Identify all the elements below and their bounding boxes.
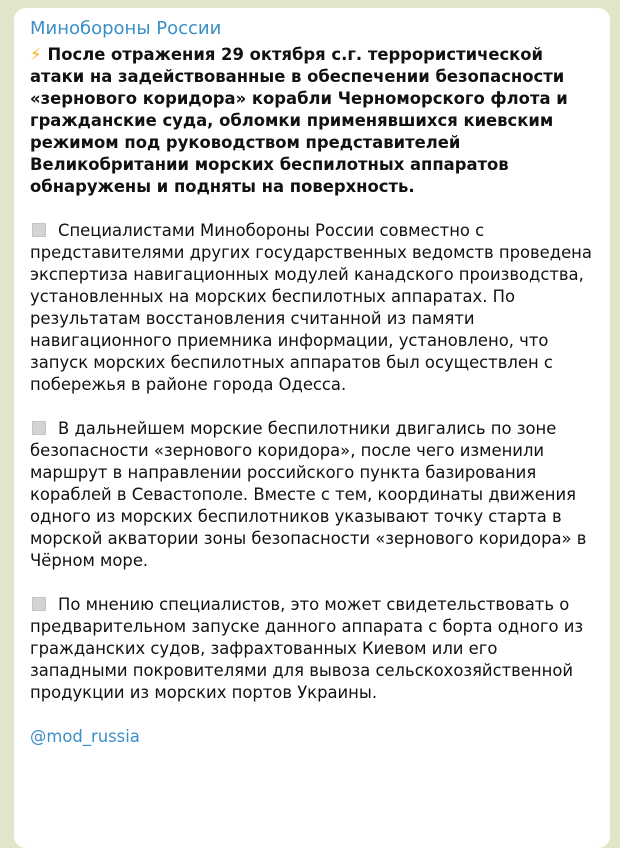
white-square-icon — [32, 421, 46, 435]
message-bubble — [14, 8, 610, 848]
lightning-icon: ⚡ — [30, 45, 42, 64]
paragraph-opinion — [30, 594, 598, 704]
paragraph-expertise-text: Специалистами Минобороны России совместно с представителями других государственных ведомств проведена экспертиза навигационных модулей канадского производства, установленных на морских беспилотных аппаратах. По результатам восстановления считанной из памяти навигационного приемника информации, установлено, что запуск морских беспилотных аппаратов был осуществлен с побережья в районе города Одесса. — [30, 221, 592, 394]
paragraph-intro — [30, 44, 598, 198]
signature-link[interactable]: @mod_russia — [30, 727, 140, 746]
white-square-icon — [32, 597, 46, 611]
channel-name-link[interactable]: Минобороны России — [30, 18, 222, 39]
message-text — [30, 44, 598, 748]
paragraph-expertise — [30, 220, 598, 396]
paragraph-opinion-text: По мнению специалистов, это может свидетельствовать о предварительном запуске данного аппарата с борта одного из гражданских судов, зафрахтованных Киевом или его западными покровителями для вывоза сельскохозяйственной продукции из морских портов Украины. — [30, 595, 584, 702]
white-square-icon — [32, 223, 46, 237]
paragraph-route — [30, 418, 598, 572]
paragraph-route-text: В дальнейшем морские беспилотники двигались по зоне безопасности «зернового коридора», после чего изменили маршрут в направлении российского пункта базирования кораблей в Севастополе. Вместе с тем, координаты движения одного из морских беспилотников указывают точку старта в морской акватории зоны безопасности «зернового коридора» в Чёрном море. — [30, 419, 587, 570]
paragraph-intro-text: После отражения 29 октября с.г. террористической атаки на задействованные в обеспечении безопасности «зернового коридора» корабли Черноморского флота и гражданские суда, обломки применявшихся киевским режимом под руководством представителей Великобритании морских беспилотных аппаратов обнаружены и подняты на поверхность. — [30, 45, 568, 196]
